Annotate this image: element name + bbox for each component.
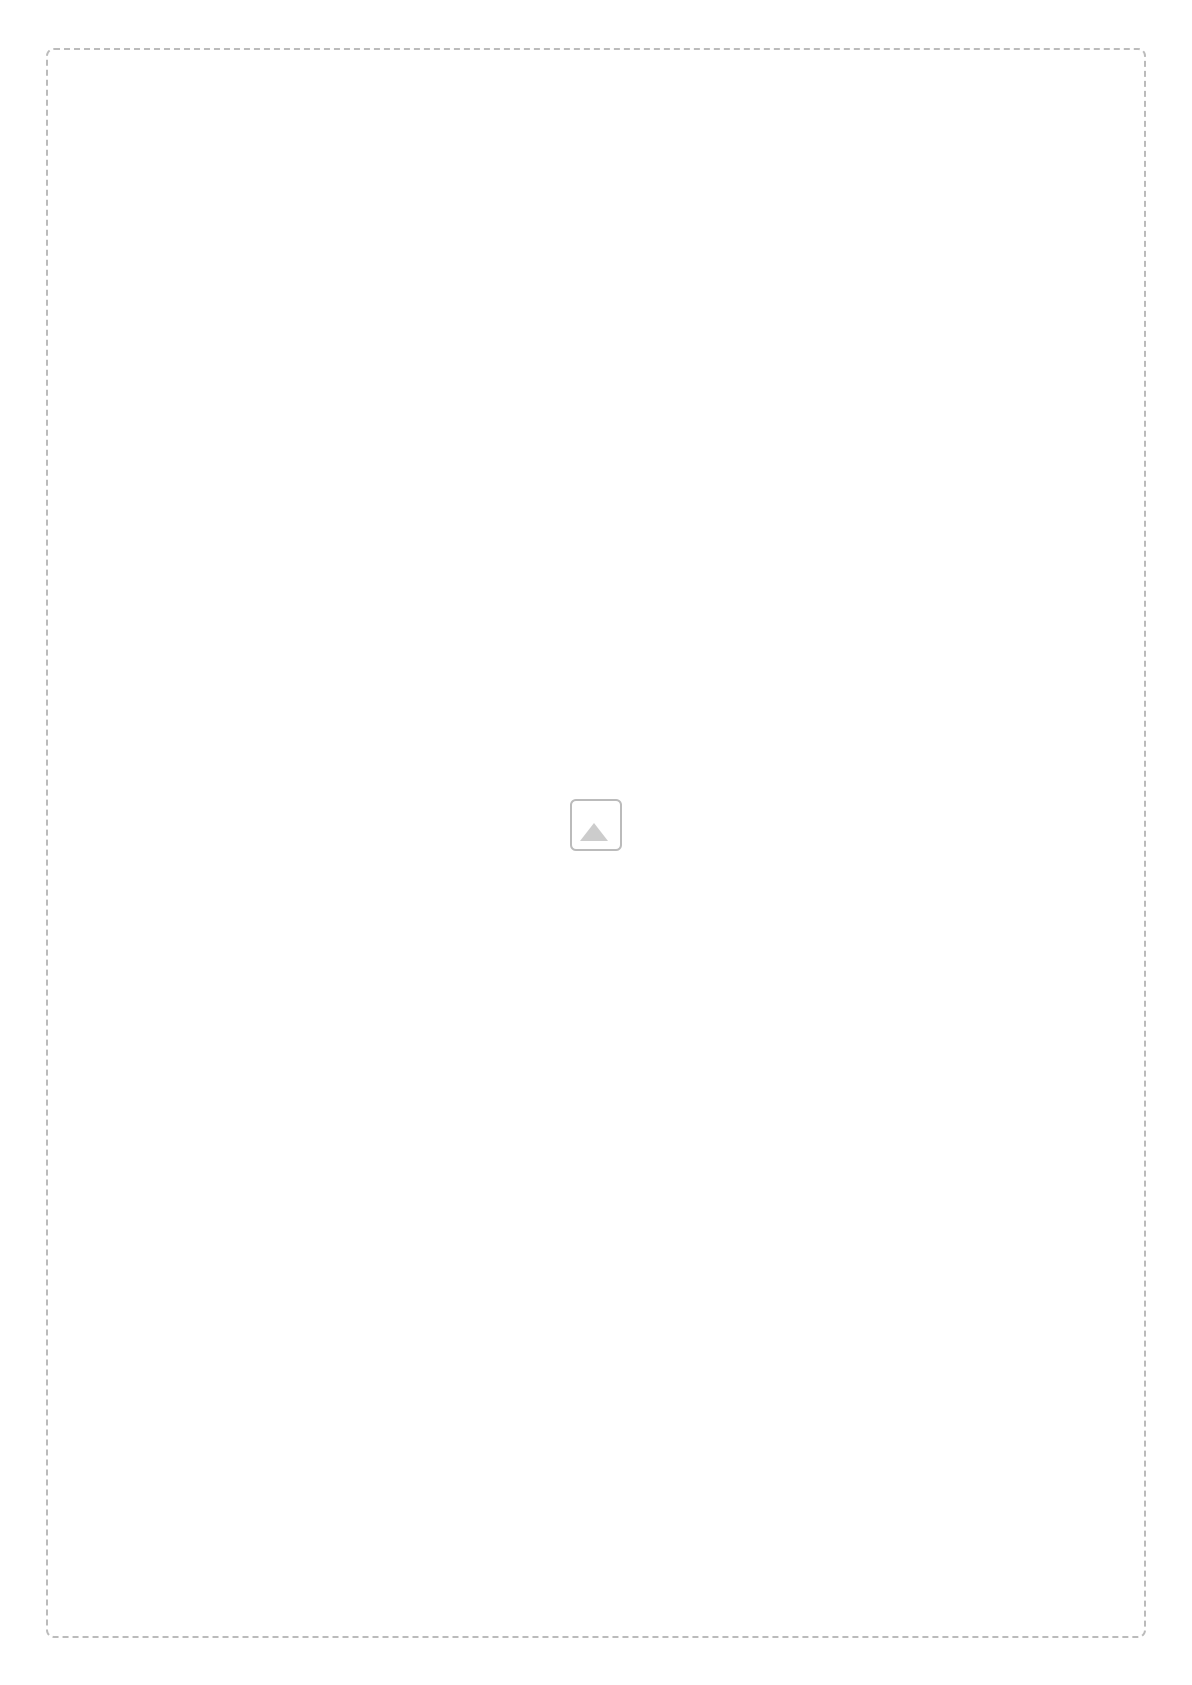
image-placeholder-icon bbox=[570, 799, 622, 851]
empty-canvas bbox=[46, 48, 1146, 1638]
